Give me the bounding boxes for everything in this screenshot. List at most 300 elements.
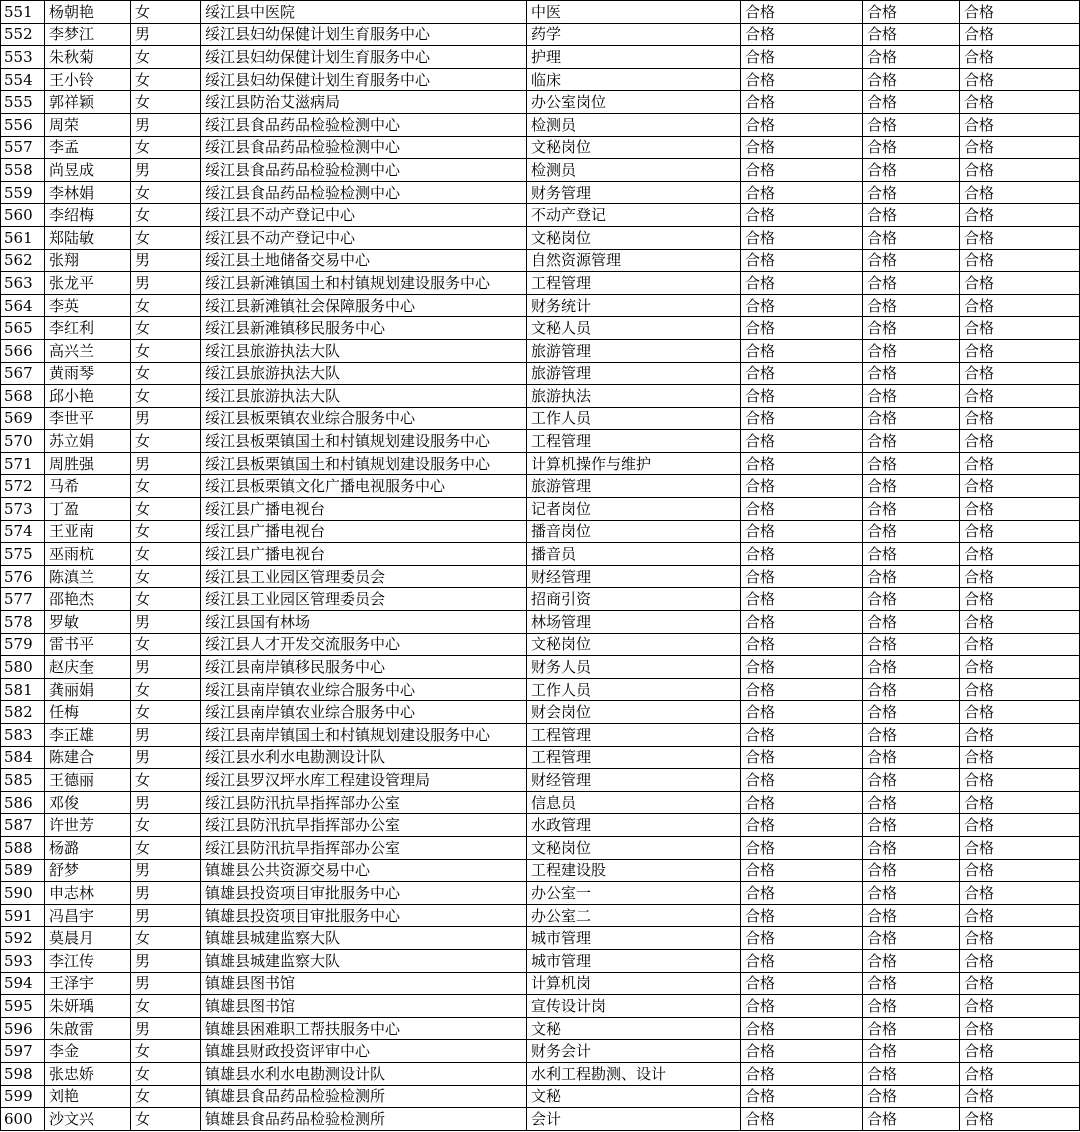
cell-result-1: 合格 [741, 633, 863, 656]
cell-gender: 男 [131, 949, 201, 972]
cell-row-number: 566 [1, 339, 45, 362]
cell-result-2: 合格 [863, 836, 960, 859]
cell-name: 巫雨杭 [45, 543, 131, 566]
cell-result-2: 合格 [863, 927, 960, 950]
cell-result-3: 合格 [960, 475, 1080, 498]
cell-result-3: 合格 [960, 1, 1080, 24]
table-row [1, 543, 1080, 566]
cell-result-2: 合格 [863, 814, 960, 837]
cell-result-1: 合格 [741, 927, 863, 950]
cell-employer-unit: 绥江县新滩镇社会保障服务中心 [201, 294, 527, 317]
cell-gender: 女 [131, 995, 201, 1018]
cell-position: 旅游执法 [527, 385, 741, 408]
cell-employer-unit: 镇雄县投资项目审批服务中心 [201, 904, 527, 927]
cell-result-1: 合格 [741, 1062, 863, 1085]
cell-result-1: 合格 [741, 452, 863, 475]
cell-gender: 女 [131, 204, 201, 227]
cell-result-3: 合格 [960, 836, 1080, 859]
table-row [1, 113, 1080, 136]
cell-result-2: 合格 [863, 995, 960, 1018]
cell-gender: 女 [131, 814, 201, 837]
cell-employer-unit: 绥江县工业园区管理委员会 [201, 565, 527, 588]
cell-result-1: 合格 [741, 814, 863, 837]
cell-gender: 女 [131, 91, 201, 114]
cell-result-2: 合格 [863, 1017, 960, 1040]
cell-result-3: 合格 [960, 656, 1080, 679]
cell-employer-unit: 绥江县旅游执法大队 [201, 339, 527, 362]
table-row [1, 226, 1080, 249]
cell-employer-unit: 绥江县板栗镇文化广播电视服务中心 [201, 475, 527, 498]
cell-result-3: 合格 [960, 452, 1080, 475]
cell-employer-unit: 绥江县南岸镇移民服务中心 [201, 656, 527, 679]
cell-result-1: 合格 [741, 1, 863, 24]
cell-result-2: 合格 [863, 452, 960, 475]
cell-result-1: 合格 [741, 949, 863, 972]
cell-name: 李梦江 [45, 23, 131, 46]
cell-result-2: 合格 [863, 294, 960, 317]
cell-result-3: 合格 [960, 701, 1080, 724]
cell-position: 工作人员 [527, 407, 741, 430]
cell-result-2: 合格 [863, 611, 960, 634]
cell-gender: 男 [131, 859, 201, 882]
cell-row-number: 598 [1, 1062, 45, 1085]
cell-employer-unit: 绥江县广播电视台 [201, 498, 527, 521]
cell-position: 办公室一 [527, 882, 741, 905]
cell-result-3: 合格 [960, 136, 1080, 159]
cell-name: 沙文兴 [45, 1108, 131, 1131]
cell-name: 申志林 [45, 882, 131, 905]
cell-employer-unit: 绥江县广播电视台 [201, 543, 527, 566]
cell-result-2: 合格 [863, 1062, 960, 1085]
cell-name: 许世芳 [45, 814, 131, 837]
cell-row-number: 586 [1, 791, 45, 814]
cell-result-3: 合格 [960, 791, 1080, 814]
cell-position: 工程管理 [527, 272, 741, 295]
cell-position: 财务人员 [527, 656, 741, 679]
table-body [1, 1, 1080, 1131]
table-row [1, 1108, 1080, 1131]
cell-gender: 女 [131, 588, 201, 611]
cell-gender: 女 [131, 1108, 201, 1131]
cell-result-1: 合格 [741, 1108, 863, 1131]
cell-result-3: 合格 [960, 272, 1080, 295]
cell-result-1: 合格 [741, 181, 863, 204]
cell-result-3: 合格 [960, 407, 1080, 430]
cell-result-1: 合格 [741, 475, 863, 498]
cell-result-1: 合格 [741, 430, 863, 453]
cell-row-number: 589 [1, 859, 45, 882]
cell-result-1: 合格 [741, 995, 863, 1018]
cell-name: 李孟 [45, 136, 131, 159]
cell-result-3: 合格 [960, 1040, 1080, 1063]
cell-result-3: 合格 [960, 995, 1080, 1018]
cell-result-2: 合格 [863, 746, 960, 769]
cell-name: 郑陆敏 [45, 226, 131, 249]
cell-employer-unit: 镇雄县城建监察大队 [201, 927, 527, 950]
cell-result-1: 合格 [741, 972, 863, 995]
cell-result-3: 合格 [960, 814, 1080, 837]
cell-gender: 女 [131, 1062, 201, 1085]
cell-name: 朱妍瑀 [45, 995, 131, 1018]
cell-gender: 女 [131, 339, 201, 362]
cell-result-2: 合格 [863, 46, 960, 69]
cell-row-number: 576 [1, 565, 45, 588]
cell-name: 尚昱成 [45, 159, 131, 182]
cell-employer-unit: 镇雄县图书馆 [201, 972, 527, 995]
cell-position: 检测员 [527, 159, 741, 182]
cell-employer-unit: 绥江县防汛抗旱指挥部办公室 [201, 836, 527, 859]
cell-gender: 女 [131, 294, 201, 317]
cell-position: 财经管理 [527, 565, 741, 588]
cell-name: 刘艳 [45, 1085, 131, 1108]
cell-name: 李江传 [45, 949, 131, 972]
cell-position: 检测员 [527, 113, 741, 136]
table-row [1, 701, 1080, 724]
cell-gender: 女 [131, 498, 201, 521]
cell-employer-unit: 绥江县广播电视台 [201, 520, 527, 543]
cell-row-number: 568 [1, 385, 45, 408]
cell-row-number: 556 [1, 113, 45, 136]
table-row [1, 339, 1080, 362]
cell-position: 文秘人员 [527, 317, 741, 340]
cell-position: 财务管理 [527, 181, 741, 204]
cell-result-2: 合格 [863, 543, 960, 566]
cell-result-1: 合格 [741, 678, 863, 701]
cell-result-3: 合格 [960, 565, 1080, 588]
cell-result-1: 合格 [741, 1085, 863, 1108]
cell-result-1: 合格 [741, 204, 863, 227]
cell-name: 罗敏 [45, 611, 131, 634]
cell-name: 高兴兰 [45, 339, 131, 362]
cell-result-3: 合格 [960, 23, 1080, 46]
cell-employer-unit: 绥江县防治艾滋病局 [201, 91, 527, 114]
cell-gender: 男 [131, 724, 201, 747]
cell-name: 舒梦 [45, 859, 131, 882]
cell-result-2: 合格 [863, 272, 960, 295]
cell-name: 张翔 [45, 249, 131, 272]
table-row [1, 385, 1080, 408]
cell-row-number: 564 [1, 294, 45, 317]
cell-row-number: 600 [1, 1108, 45, 1131]
table-row [1, 1, 1080, 24]
cell-result-3: 合格 [960, 904, 1080, 927]
cell-row-number: 575 [1, 543, 45, 566]
cell-gender: 女 [131, 68, 201, 91]
cell-row-number: 551 [1, 1, 45, 24]
cell-position: 林场管理 [527, 611, 741, 634]
cell-result-1: 合格 [741, 859, 863, 882]
cell-position: 计算机操作与维护 [527, 452, 741, 475]
cell-position: 工程管理 [527, 746, 741, 769]
cell-row-number: 567 [1, 362, 45, 385]
cell-result-2: 合格 [863, 204, 960, 227]
cell-row-number: 595 [1, 995, 45, 1018]
cell-position: 旅游管理 [527, 339, 741, 362]
table-row [1, 949, 1080, 972]
cell-result-3: 合格 [960, 362, 1080, 385]
cell-name: 郭祥颖 [45, 91, 131, 114]
cell-result-2: 合格 [863, 769, 960, 792]
cell-row-number: 552 [1, 23, 45, 46]
table-row [1, 136, 1080, 159]
cell-gender: 女 [131, 385, 201, 408]
cell-name: 苏立娟 [45, 430, 131, 453]
cell-row-number: 565 [1, 317, 45, 340]
table-row [1, 882, 1080, 905]
table-row [1, 724, 1080, 747]
cell-gender: 女 [131, 226, 201, 249]
cell-result-2: 合格 [863, 159, 960, 182]
cell-name: 李正雄 [45, 724, 131, 747]
cell-gender: 男 [131, 882, 201, 905]
cell-position: 播音岗位 [527, 520, 741, 543]
cell-result-1: 合格 [741, 68, 863, 91]
cell-gender: 女 [131, 46, 201, 69]
cell-position: 财经管理 [527, 769, 741, 792]
cell-row-number: 599 [1, 1085, 45, 1108]
cell-result-2: 合格 [863, 226, 960, 249]
table-row [1, 1017, 1080, 1040]
cell-result-1: 合格 [741, 498, 863, 521]
cell-row-number: 563 [1, 272, 45, 295]
cell-gender: 男 [131, 972, 201, 995]
cell-employer-unit: 绥江县防汛抗旱指挥部办公室 [201, 814, 527, 837]
cell-result-2: 合格 [863, 68, 960, 91]
table-row [1, 565, 1080, 588]
cell-gender: 女 [131, 769, 201, 792]
table-row [1, 520, 1080, 543]
cell-row-number: 557 [1, 136, 45, 159]
cell-result-2: 合格 [863, 136, 960, 159]
cell-employer-unit: 镇雄县财政投资评审中心 [201, 1040, 527, 1063]
cell-row-number: 561 [1, 226, 45, 249]
cell-employer-unit: 绥江县土地储备交易中心 [201, 249, 527, 272]
cell-position: 文秘岗位 [527, 836, 741, 859]
table-row [1, 1085, 1080, 1108]
cell-row-number: 572 [1, 475, 45, 498]
cell-gender: 女 [131, 317, 201, 340]
cell-result-1: 合格 [741, 836, 863, 859]
table-row [1, 68, 1080, 91]
cell-result-1: 合格 [741, 407, 863, 430]
cell-row-number: 594 [1, 972, 45, 995]
cell-name: 李林娟 [45, 181, 131, 204]
cell-result-3: 合格 [960, 181, 1080, 204]
cell-row-number: 580 [1, 656, 45, 679]
cell-result-2: 合格 [863, 882, 960, 905]
table-row [1, 498, 1080, 521]
cell-employer-unit: 绥江县食品药品检验检测中心 [201, 181, 527, 204]
cell-result-2: 合格 [863, 113, 960, 136]
cell-position: 旅游管理 [527, 362, 741, 385]
cell-result-3: 合格 [960, 520, 1080, 543]
cell-row-number: 591 [1, 904, 45, 927]
cell-result-1: 合格 [741, 904, 863, 927]
cell-result-2: 合格 [863, 317, 960, 340]
cell-result-1: 合格 [741, 769, 863, 792]
cell-result-2: 合格 [863, 588, 960, 611]
cell-row-number: 585 [1, 769, 45, 792]
cell-name: 王亚南 [45, 520, 131, 543]
cell-result-1: 合格 [741, 520, 863, 543]
cell-position: 药学 [527, 23, 741, 46]
table-row [1, 46, 1080, 69]
cell-position: 不动产登记 [527, 204, 741, 227]
cell-position: 记者岗位 [527, 498, 741, 521]
cell-name: 李世平 [45, 407, 131, 430]
cell-position: 财务会计 [527, 1040, 741, 1063]
cell-name: 丁盈 [45, 498, 131, 521]
table-row [1, 23, 1080, 46]
cell-row-number: 584 [1, 746, 45, 769]
cell-gender: 男 [131, 656, 201, 679]
cell-gender: 男 [131, 272, 201, 295]
cell-gender: 男 [131, 904, 201, 927]
cell-result-1: 合格 [741, 294, 863, 317]
table-row [1, 814, 1080, 837]
cell-employer-unit: 绥江县国有林场 [201, 611, 527, 634]
cell-gender: 女 [131, 565, 201, 588]
cell-gender: 男 [131, 1017, 201, 1040]
cell-gender: 男 [131, 159, 201, 182]
cell-result-2: 合格 [863, 565, 960, 588]
cell-position: 工程管理 [527, 724, 741, 747]
cell-row-number: 579 [1, 633, 45, 656]
cell-name: 朱啟雷 [45, 1017, 131, 1040]
cell-name: 杨朝艳 [45, 1, 131, 24]
cell-name: 龚丽娟 [45, 678, 131, 701]
cell-position: 旅游管理 [527, 475, 741, 498]
cell-result-1: 合格 [741, 23, 863, 46]
cell-position: 信息员 [527, 791, 741, 814]
cell-result-2: 合格 [863, 724, 960, 747]
cell-result-3: 合格 [960, 678, 1080, 701]
cell-row-number: 592 [1, 927, 45, 950]
cell-employer-unit: 绥江县食品药品检验检测中心 [201, 136, 527, 159]
cell-result-3: 合格 [960, 746, 1080, 769]
table-row [1, 362, 1080, 385]
cell-row-number: 577 [1, 588, 45, 611]
cell-position: 办公室二 [527, 904, 741, 927]
cell-employer-unit: 镇雄县城建监察大队 [201, 949, 527, 972]
cell-result-1: 合格 [741, 362, 863, 385]
cell-result-1: 合格 [741, 159, 863, 182]
cell-position: 文秘 [527, 1085, 741, 1108]
table-row [1, 633, 1080, 656]
cell-employer-unit: 绥江县食品药品检验检测中心 [201, 113, 527, 136]
table-row [1, 1040, 1080, 1063]
cell-name: 陈滇兰 [45, 565, 131, 588]
cell-result-2: 合格 [863, 859, 960, 882]
cell-name: 王小铃 [45, 68, 131, 91]
cell-result-1: 合格 [741, 339, 863, 362]
cell-employer-unit: 绥江县旅游执法大队 [201, 385, 527, 408]
cell-employer-unit: 绥江县妇幼保健计划生育服务中心 [201, 46, 527, 69]
cell-gender: 男 [131, 23, 201, 46]
cell-name: 邱小艳 [45, 385, 131, 408]
cell-gender: 女 [131, 678, 201, 701]
cell-position: 宣传设计岗 [527, 995, 741, 1018]
cell-gender: 男 [131, 791, 201, 814]
cell-result-1: 合格 [741, 226, 863, 249]
table-row [1, 272, 1080, 295]
cell-result-3: 合格 [960, 543, 1080, 566]
cell-employer-unit: 绥江县板栗镇国土和村镇规划建设服务中心 [201, 430, 527, 453]
cell-row-number: 574 [1, 520, 45, 543]
table-row [1, 204, 1080, 227]
table-row [1, 588, 1080, 611]
cell-position: 工程建设股 [527, 859, 741, 882]
cell-position: 自然资源管理 [527, 249, 741, 272]
cell-result-3: 合格 [960, 430, 1080, 453]
cell-position: 中医 [527, 1, 741, 24]
cell-employer-unit: 绥江县板栗镇农业综合服务中心 [201, 407, 527, 430]
cell-employer-unit: 绥江县人才开发交流服务中心 [201, 633, 527, 656]
cell-result-2: 合格 [863, 520, 960, 543]
cell-result-3: 合格 [960, 1017, 1080, 1040]
cell-position: 文秘 [527, 1017, 741, 1040]
cell-result-2: 合格 [863, 1040, 960, 1063]
cell-result-1: 合格 [741, 724, 863, 747]
cell-result-3: 合格 [960, 927, 1080, 950]
cell-result-3: 合格 [960, 68, 1080, 91]
cell-name: 雷书平 [45, 633, 131, 656]
cell-result-2: 合格 [863, 972, 960, 995]
cell-position: 计算机岗 [527, 972, 741, 995]
cell-result-1: 合格 [741, 588, 863, 611]
cell-result-2: 合格 [863, 678, 960, 701]
cell-position: 播音员 [527, 543, 741, 566]
cell-result-1: 合格 [741, 1017, 863, 1040]
cell-position: 文秘岗位 [527, 226, 741, 249]
cell-name: 任梅 [45, 701, 131, 724]
cell-employer-unit: 绥江县南岸镇农业综合服务中心 [201, 701, 527, 724]
cell-result-3: 合格 [960, 339, 1080, 362]
cell-result-2: 合格 [863, 904, 960, 927]
cell-result-3: 合格 [960, 498, 1080, 521]
cell-result-3: 合格 [960, 91, 1080, 114]
cell-name: 邓俊 [45, 791, 131, 814]
cell-name: 邵艳杰 [45, 588, 131, 611]
cell-row-number: 597 [1, 1040, 45, 1063]
cell-row-number: 558 [1, 159, 45, 182]
cell-result-3: 合格 [960, 159, 1080, 182]
cell-employer-unit: 绥江县中医院 [201, 1, 527, 24]
cell-employer-unit: 绥江县罗汉坪水库工程建设管理局 [201, 769, 527, 792]
cell-row-number: 578 [1, 611, 45, 634]
cell-row-number: 555 [1, 91, 45, 114]
cell-gender: 女 [131, 927, 201, 950]
cell-result-3: 合格 [960, 317, 1080, 340]
cell-result-3: 合格 [960, 769, 1080, 792]
cell-result-1: 合格 [741, 1040, 863, 1063]
cell-result-1: 合格 [741, 136, 863, 159]
cell-result-2: 合格 [863, 362, 960, 385]
table-row [1, 159, 1080, 182]
cell-row-number: 582 [1, 701, 45, 724]
cell-result-3: 合格 [960, 633, 1080, 656]
cell-result-3: 合格 [960, 1108, 1080, 1131]
cell-row-number: 587 [1, 814, 45, 837]
cell-result-2: 合格 [863, 249, 960, 272]
cell-result-3: 合格 [960, 46, 1080, 69]
cell-result-3: 合格 [960, 859, 1080, 882]
table-row [1, 407, 1080, 430]
cell-result-2: 合格 [863, 23, 960, 46]
cell-gender: 男 [131, 452, 201, 475]
cell-result-2: 合格 [863, 656, 960, 679]
cell-position: 招商引资 [527, 588, 741, 611]
